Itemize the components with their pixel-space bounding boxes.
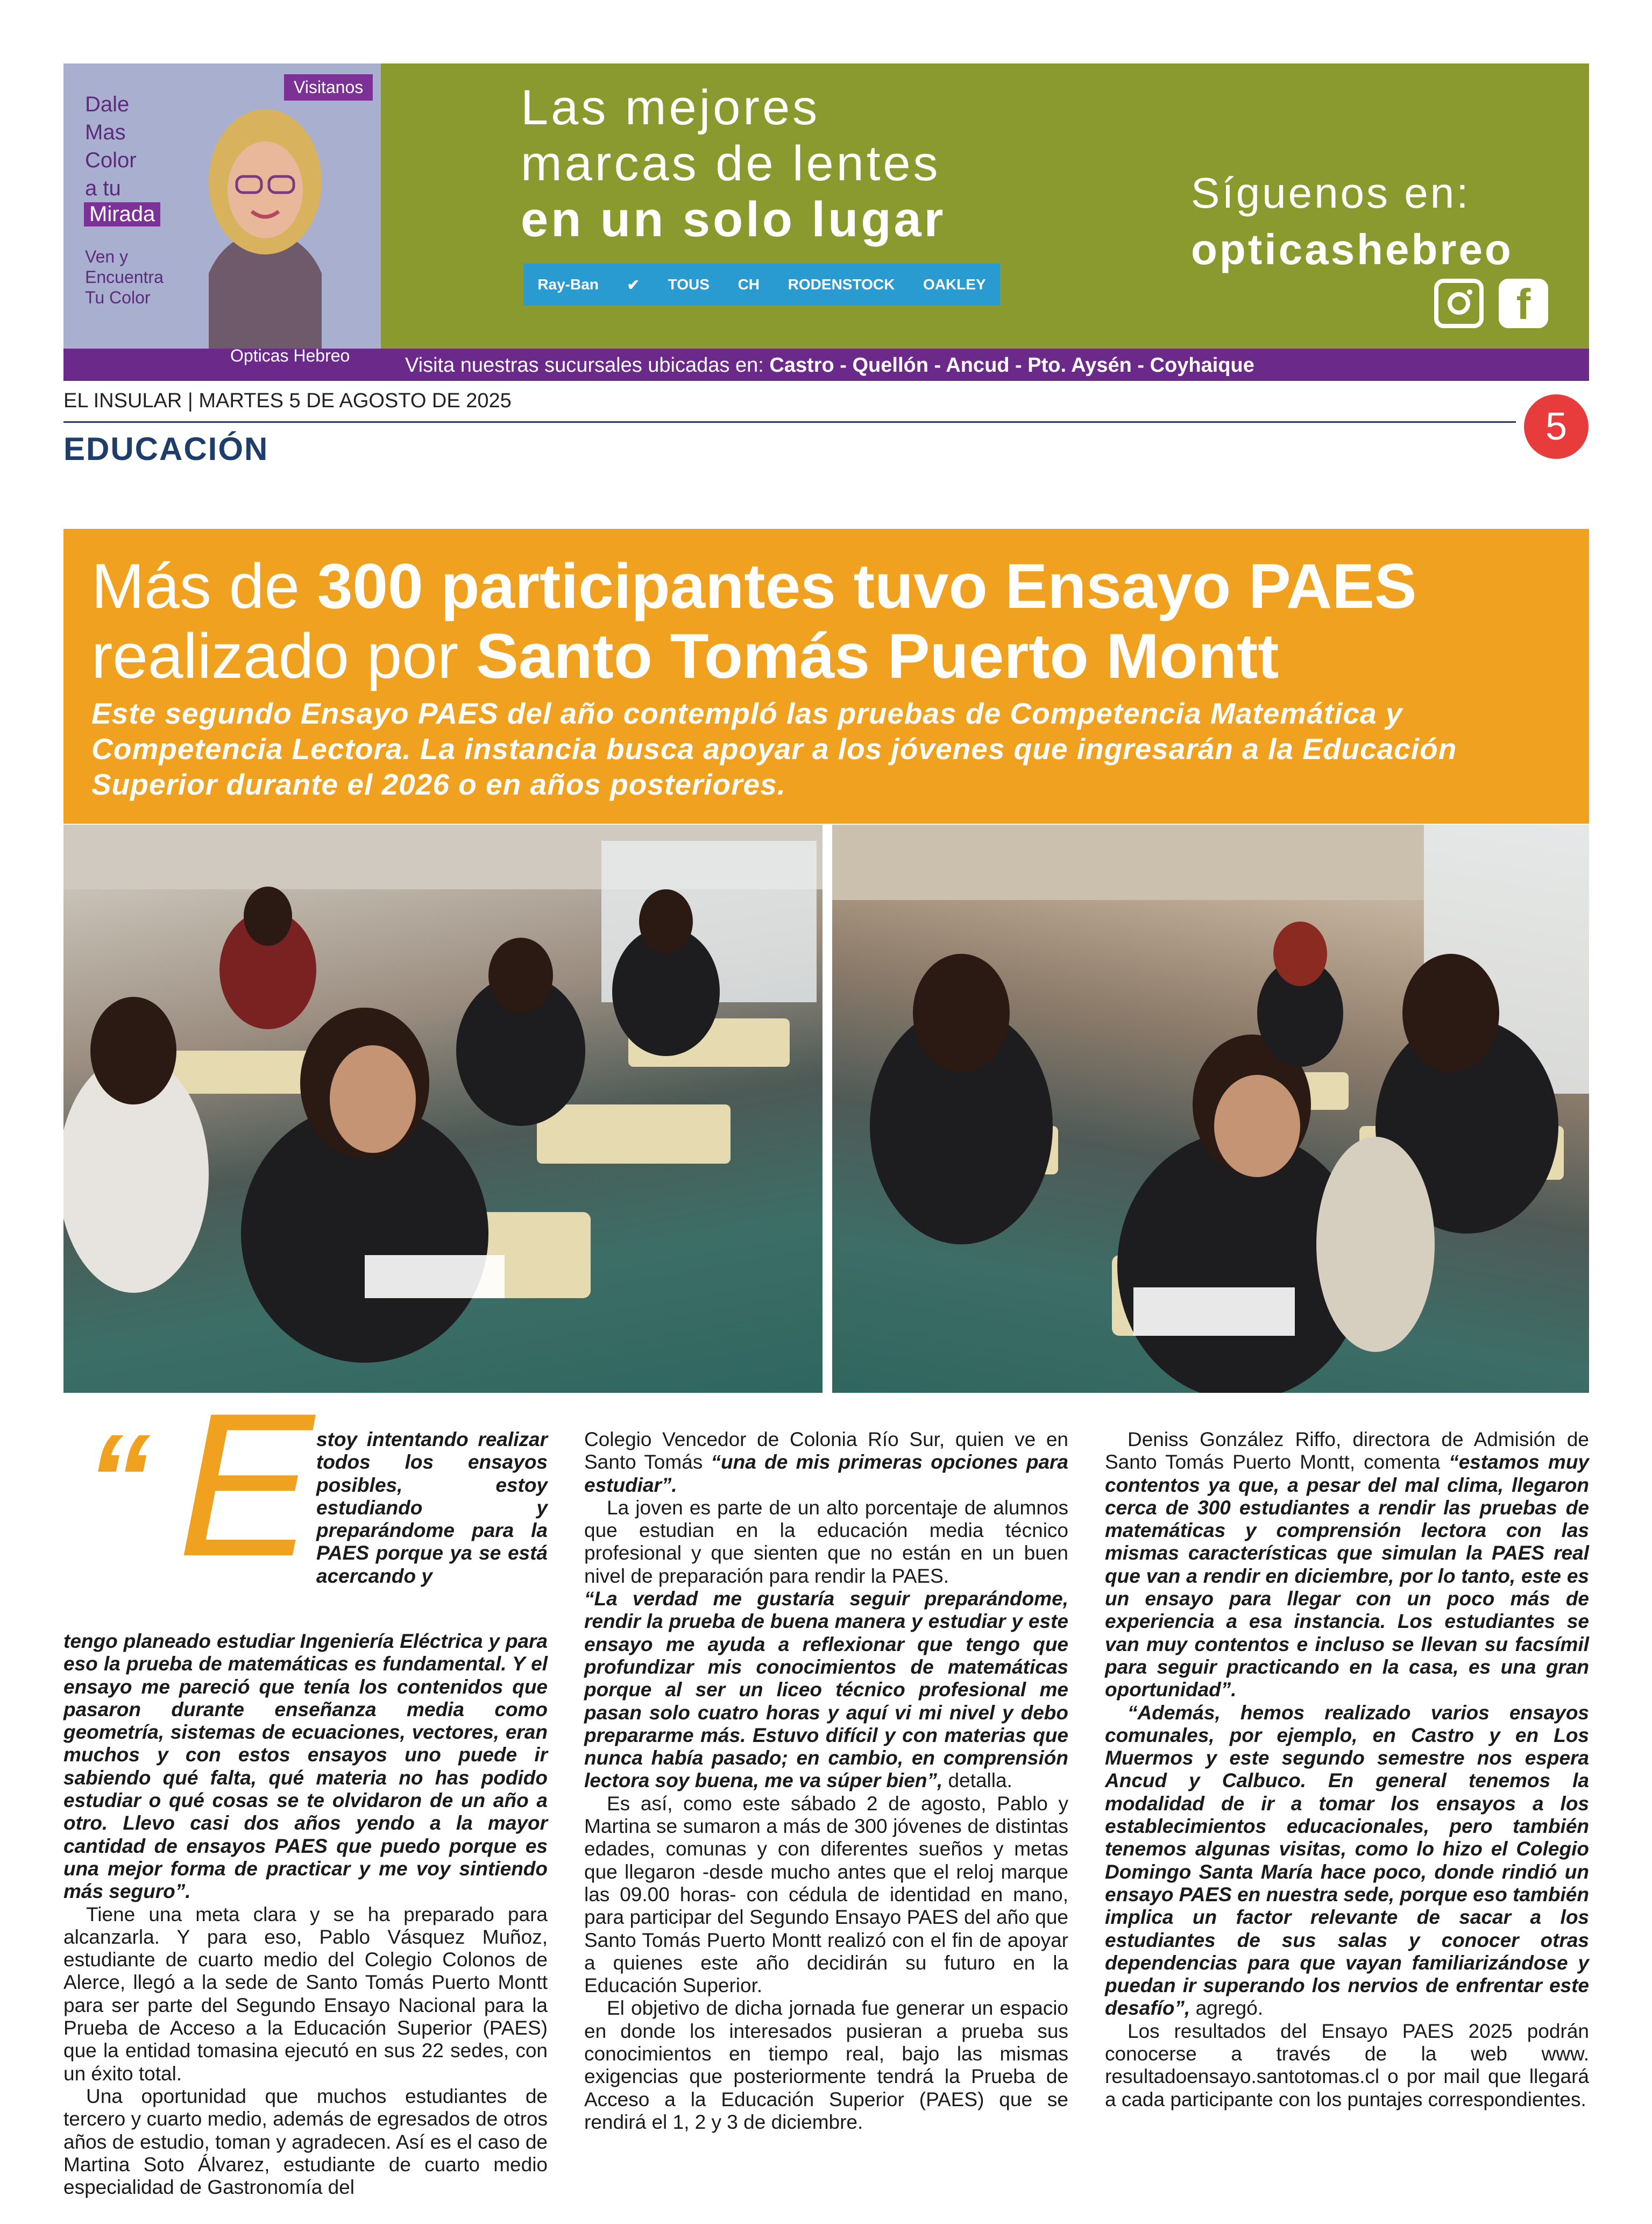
ad-slogan-line: Color: [85, 148, 137, 172]
headline-line-2: [91, 621, 1279, 691]
article-column-1: [63, 1630, 548, 2199]
paragraph-quote: “Además, hemos realizado varios ensayos comunales, por ejemplo, en Castro y en Los Muermos y este segundo semestre nos espera Ancud y Calbuco. En general tenemos la modalidad de ir a tomar los ensayos a los establecimientos educacionales, pero también tenemos algunas visitas, como lo hizo el Colegio Domingo Santa María hace poco, donde rindió un ensayo PAES en nuestra sede, porque eso también implica un factor relevante de sacar a los estudiantes de sus salas y conocer otras dependencias para que vayan familiarizándose y puedan ir superando los nervios de enfrentar este desafío”,: [1105, 1701, 1589, 2020]
article-paragraph: Una oportunidad que muchos estudiantes de tercero y cuarto medio, además de egresados de otros años de estudio, toman y agradecen. Así es el caso de Martina Soto Álvarez, estudiante de cuarto medio especialidad de Gastronomía del: [63, 2085, 548, 2199]
ad-brand-strip: [523, 264, 1000, 306]
ad-follow-label: Síguenos en:: [1191, 169, 1471, 217]
article-paragraph: stoy intentando realizar todos los ensayos posibles, estoy estudiando y preparándome para la PAES porque ya se está acercando y: [316, 1428, 548, 1587]
ad-subslogan-line: Encuentra: [85, 267, 164, 287]
ad-headline-bold: en un solo lugar: [521, 192, 946, 247]
ad-headline-line: Las mejores: [521, 80, 820, 135]
ad-slogan: [85, 90, 137, 202]
facebook-icon[interactable]: f: [1499, 279, 1548, 328]
paragraph-text: agregó.: [1190, 1997, 1264, 2020]
classroom-photo-right: [832, 825, 1589, 1393]
ad-subslogan-line: Ven y: [85, 247, 129, 266]
ad-slogan-line: Dale: [85, 93, 130, 116]
article-column-3: [1105, 1428, 1589, 2111]
article-paragraph: tengo planeado estudiar Ingeniería Eléctrica y para eso la prueba de matemáticas es fundamental. Y el ensayo me pareció que tenía los contenidos que pasaron durante enseñanza media como geometría, sistemas de ecuaciones, vectores, eran muchos y con estos ensayos uno puede ir sabiendo qué falta, qué materia no has podido estudiar o qué cosas se te olvidaron de un año a otro. Llevo casi dos años yendo a la mayor cantidad de ensayos PAES que puedo porque es una mejor forma de practicar y me voy sintiendo más seguro”.: [63, 1630, 548, 1903]
ad-slogan-line: Mas: [85, 121, 126, 144]
article-paragraph: [584, 1428, 1068, 1497]
ad-slogan-mirada: Mirada: [84, 202, 160, 226]
ad-branches-label: Visita nuestras sucursales ubicadas en:: [405, 354, 764, 377]
drop-cap: E: [178, 1370, 314, 1599]
ad-branches: [405, 354, 1254, 377]
ad-banner[interactable]: [63, 63, 1589, 381]
article-paragraph: [1105, 1428, 1589, 1702]
headline-line-1: [91, 551, 1417, 621]
brand-logo-oakley: OAKLEY: [923, 276, 986, 293]
header-divider: [63, 421, 1516, 423]
headline-light-text: Más de: [91, 551, 317, 622]
article-column-1-intro: [316, 1428, 548, 1588]
page-number-badge: 5: [1524, 394, 1589, 459]
headline-bold-text: 300 participantes tuvo Ensayo PAES: [317, 551, 1417, 622]
article-paragraph: La joven es parte de un alto porcentaje de alumnos que estudian en la educación media técnico profesional y que sienten que no están en un buen nivel de preparación para rendir la PAES.: [584, 1496, 1068, 1587]
article-paragraph: Es así, como este sábado 2 de agosto, Pablo y Martina se sumaron a más de 300 jóvenes de distintas edades, comunas y con diferentes sueños y metas que llegaron -desde mucho antes que el reloj marque las 09.00 horas- con cédula de identidad en mano, para participar del Segundo Ensayo PAES del año que Santo Tomás Puerto Montt realizó con el fin de apoyar a quienes este año decidirán su futuro en la Educación Superior.: [584, 1792, 1068, 1997]
brand-logo-rayban: Ray-Ban: [537, 276, 599, 293]
ad-subslogan-line: Tu Color: [85, 288, 151, 307]
headline-bold-text: Santo Tomás Puerto Montt: [476, 621, 1279, 692]
classroom-photo-left: [63, 825, 823, 1393]
paragraph-quote: “una de mis primeras opciones para estudiar”.: [584, 1451, 1068, 1496]
article-paragraph: Tiene una meta clara y se ha preparado para alcanzarla. Y para eso, Pablo Vásquez Muñoz, estudiante de cuarto medio del Colegio Colonos de Alerce, llegó a la sede de Santo Tomás Puerto Montt para ser parte del Segundo Ensayo Nacional para la Prueba de Acceso a la Educación Superior (PAES) que la entidad tomasina ejecutó en sus 22 sedes, con un éxito total.: [63, 1903, 548, 2085]
ad-branches-list: Castro - Quellón - Ancud - Pto. Aysén - Coyhaique: [769, 354, 1254, 377]
ad-headline-line: marcas de lentes: [521, 136, 941, 191]
section-title: EDUCACIÓN: [63, 431, 269, 467]
article-subhead: Este segundo Ensayo PAES del año contempló las pruebas de Competencia Matemática y Competencia Lectora. La instancia busca apoyar a los jóvenes que ingresarán a la Educación Superior durante el 2026 o en años posteriores.: [91, 697, 1457, 801]
instagram-icon[interactable]: [1434, 279, 1484, 328]
article-paragraph: El objetivo de dicha jornada fue generar un espacio en donde los interesados pusieran a prueba sus conocimientos en tiempo real, bajo las mismas exigencias que posteriormente tendrá la Prueba de Acceso a la Educación Superior (PAES) que se rendirá el 1, 2 y 3 de diciembre.: [584, 1997, 1068, 2133]
brand-logo-rodenstock: RODENSTOCK: [788, 276, 895, 293]
brand-logo-nike: ✔: [627, 276, 640, 293]
paragraph-text: Colegio Vencedor de Colonia Río Sur, quien ve en Santo Tomás: [584, 1428, 1068, 1474]
headline-light-text: realizado por: [91, 621, 476, 692]
ad-model-photo: [176, 96, 354, 349]
ad-visitanos-tag: Visitanos: [284, 74, 373, 101]
ad-social-handle[interactable]: opticashebreo: [1191, 225, 1513, 273]
article-paragraph: Los resultados del Ensayo PAES 2025 podrán conocerse a través de la web www. resultadoensayo.santotomas.cl o por mail que llegará a cada participante con los puntajes correspondientes.: [1105, 2020, 1589, 2110]
brand-logo-tous: TOUS: [668, 276, 710, 293]
ad-logo: Opticas Hebreo: [230, 346, 350, 365]
paragraph-text: detalla.: [942, 1769, 1012, 1792]
paragraph-text: Deniss González Riffo, directora de Admisión de Santo Tomás Puerto Montt, comenta: [1105, 1428, 1589, 1474]
ad-slogan-line: a tu: [85, 176, 121, 200]
article-paragraph: [584, 1588, 1068, 1793]
paragraph-quote: “estamos muy contentos ya que, a pesar del mal clima, llegaron cerca de 300 estudiantes a rendir las pruebas de matemáticas y comprensión lectora con las mismas características que simulan la PAES real que van a rendir en diciembre, por lo tanto, este es un ensayo para llegar con un poco más de experiencia a esa instancia. Los estudiantes se van muy contentos e incluso se llevan su facsímil para seguir practicando en la casa, es una gran oportunidad”.: [1105, 1451, 1590, 1701]
ad-subslogan: [85, 246, 164, 308]
newspaper-dateline: EL INSULAR | MARTES 5 DE AGOSTO DE 2025: [63, 389, 512, 412]
article-column-2: [584, 1428, 1068, 2134]
article-paragraph: [1105, 1702, 1589, 2020]
paragraph-quote: “La verdad me gustaría seguir preparándome, rendir la prueba de buena manera y estudiar y este ensayo me ayuda a reflexionar que tengo que profundizar mis conocimientos de matemáticas porque al ser un liceo técnico profesional me pasan solo cuatro horas y aquí vi mi nivel y debo prepararme más. Estuvo difícil y con materias que nunca había pasado; en cambio, en comprensión lectora soy buena, me va súper bien”,: [584, 1588, 1068, 1792]
quote-mark-icon: “: [86, 1407, 151, 1552]
brand-logo-ch: CH: [738, 276, 760, 293]
ad-photo-panel: [63, 63, 381, 349]
ad-headline: [521, 80, 941, 192]
